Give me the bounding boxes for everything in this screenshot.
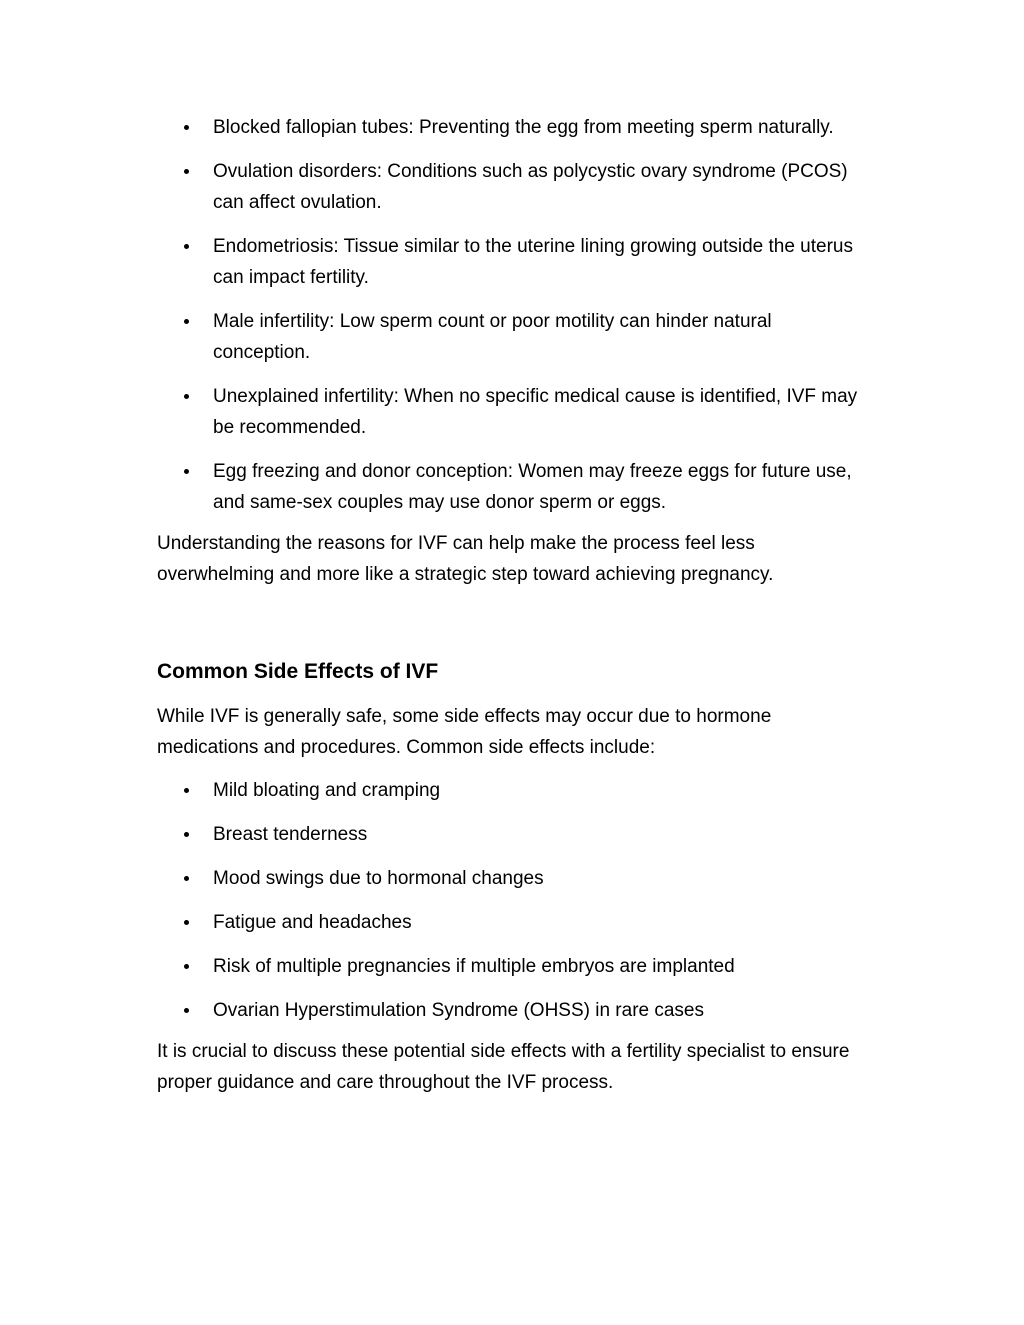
bullet-icon: [184, 469, 189, 474]
list-item: [157, 156, 869, 218]
list-item-text: Unexplained infertility: When no specific medical cause is identified, IVF may be recommended.: [213, 386, 858, 438]
bullet-icon: [184, 832, 189, 837]
list-item: [157, 951, 869, 982]
list-item-text: Risk of multiple pregnancies if multiple embryos are implanted: [213, 956, 735, 977]
ivf-reasons-list: [157, 112, 869, 518]
list-item-text: Endometriosis: Tissue similar to the uterine lining growing outside the uterus can impact fertility.: [213, 236, 853, 288]
side-effects-intro-paragraph: While IVF is generally safe, some side effects may occur due to hormone medications and procedures. Common side effects include:: [157, 706, 772, 758]
list-item: [157, 775, 869, 806]
reasons-summary-paragraph: Understanding the reasons for IVF can help make the process feel less overwhelming and more like a strategic step toward achieving pregnancy.: [157, 533, 774, 585]
list-item-text: Egg freezing and donor conception: Women may freeze eggs for future use, and same-sex couples may use donor sperm or eggs.: [213, 461, 852, 513]
list-item: [157, 231, 869, 293]
list-item: [157, 306, 869, 368]
bullet-icon: [184, 876, 189, 881]
list-item-text: Ovulation disorders: Conditions such as polycystic ovary syndrome (PCOS) can affect ovulation.: [213, 161, 848, 213]
list-item: [157, 819, 869, 850]
list-item-text: Ovarian Hyperstimulation Syndrome (OHSS) in rare cases: [213, 1000, 705, 1021]
side-effects-closing-paragraph: It is crucial to discuss these potential side effects with a fertility specialist to ensure proper guidance and care throughout the IVF process.: [157, 1041, 850, 1093]
side-effects-heading: Common Side Effects of IVF: [157, 660, 439, 683]
list-item-text: Blocked fallopian tubes: Preventing the egg from meeting sperm naturally.: [213, 117, 834, 138]
bullet-icon: [184, 319, 189, 324]
list-item: [157, 995, 869, 1026]
bullet-icon: [184, 788, 189, 793]
bullet-icon: [184, 169, 189, 174]
list-item-text: Fatigue and headaches: [213, 912, 412, 933]
bullet-icon: [184, 244, 189, 249]
side-effects-list: [157, 775, 869, 1026]
list-item-text: Mood swings due to hormonal changes: [213, 868, 544, 889]
list-item-text: Male infertility: Low sperm count or poor motility can hinder natural conception.: [213, 311, 772, 363]
list-item-text: Mild bloating and cramping: [213, 780, 441, 801]
bullet-icon: [184, 1008, 189, 1013]
list-item: [157, 112, 869, 143]
list-item: [157, 863, 869, 894]
list-item-text: Breast tenderness: [213, 824, 368, 845]
list-item: [157, 381, 869, 443]
document-page: [157, 112, 869, 1098]
list-item: [157, 907, 869, 938]
bullet-icon: [184, 394, 189, 399]
bullet-icon: [184, 964, 189, 969]
bullet-icon: [184, 125, 189, 130]
list-item: [157, 456, 869, 518]
bullet-icon: [184, 920, 189, 925]
